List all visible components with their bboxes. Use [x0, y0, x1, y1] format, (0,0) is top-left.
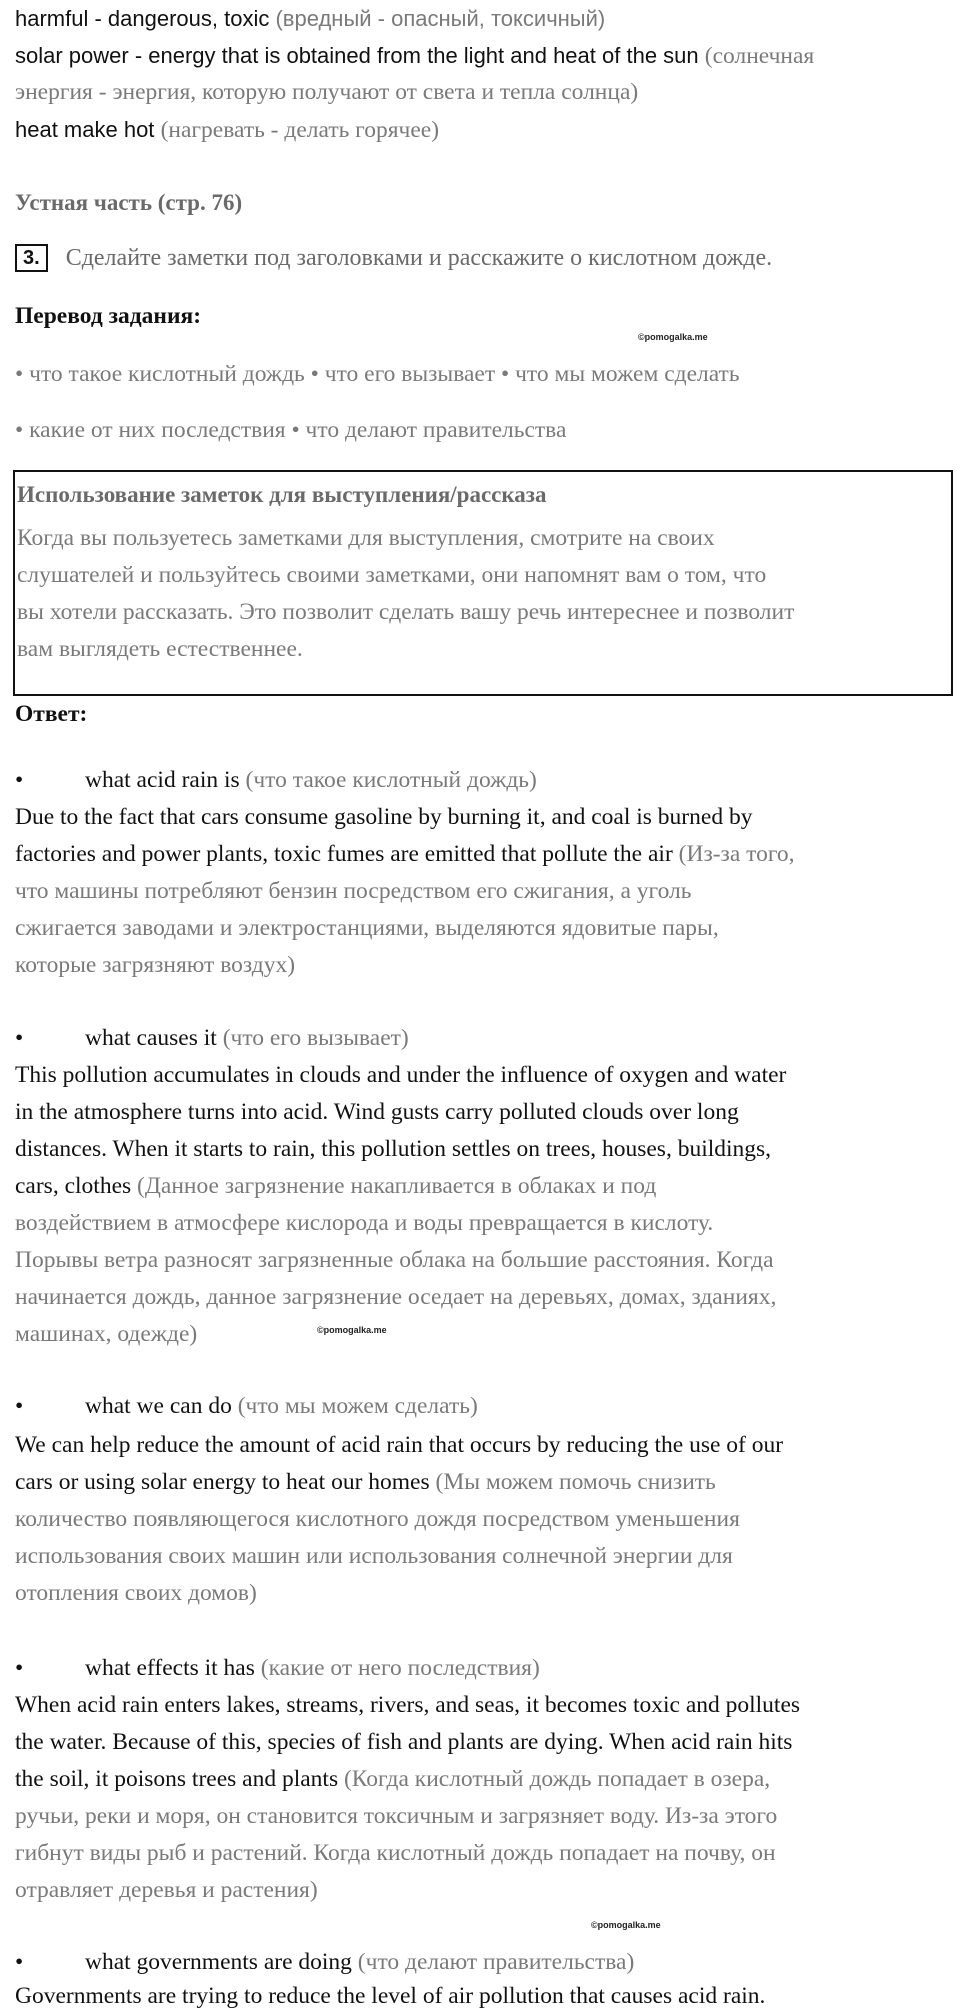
answer-line: Порывы ветра разносят загрязненные облака на большие расстояния. Когда	[15, 1247, 774, 1273]
answer-line: ручьи, реки и моря, он становится токсичным и загрязняет воду. Из-за этого	[15, 1803, 778, 1829]
answer-ru: (Когда кислотный дождь попадает в озера,	[343, 1766, 771, 1792]
answer-line: Due to the fact that cars consume gasoline by burning it, and coal is burned by	[15, 804, 753, 830]
translation-line-1: • что такое кислотный дождь • что его вызывает • что мы можем сделать	[15, 361, 740, 387]
answer-heading-ru: (что делают правительства)	[357, 1949, 635, 1975]
bullet: •	[15, 1949, 24, 1975]
watermark: ©pomogalka.me	[638, 332, 708, 342]
answer-heading-row	[15, 1650, 540, 1687]
answer-heading-en: what we can do	[85, 1393, 232, 1419]
bullet: •	[15, 1025, 24, 1051]
vocab-line-4	[15, 111, 439, 149]
answer-heading-en: what governments are doing	[85, 1949, 352, 1975]
answer-heading-ru: (что его вызывает)	[222, 1025, 409, 1051]
answer-en: the soil, it poisons trees and plants	[15, 1766, 339, 1792]
note-box-line: Когда вы пользуетесь заметками для выступления, смотрите на своих	[17, 525, 715, 551]
task-number: 3.	[15, 244, 48, 272]
answer-line: We can help reduce the amount of acid rain that occurs by reducing the use of our	[15, 1432, 784, 1458]
answer-heading-ru: (какие от него последствия)	[260, 1655, 540, 1681]
vocab-line-1	[15, 0, 605, 37]
answer-line: distances. When it starts to rain, this pollution settles on trees, houses, buildings,	[15, 1136, 772, 1162]
answer-heading: Ответ:	[15, 701, 88, 727]
answer-heading-en: what effects it has	[85, 1655, 255, 1681]
answer-line: This pollution accumulates in clouds and under the influence of oxygen and water	[15, 1062, 787, 1088]
answer-line: воздействием в атмосфере кислорода и воды превращается в кислоту.	[15, 1210, 714, 1236]
answer-line	[15, 1168, 656, 1205]
answer-heading-row	[15, 1020, 409, 1057]
answer-ru: (Данное загрязнение накапливается в облаках и под	[137, 1173, 657, 1199]
translation-heading: Перевод задания:	[15, 303, 202, 329]
answer-en: factories and power plants, toxic fumes are emitted that pollute the air	[15, 841, 673, 867]
answer-heading-en: what acid rain is	[85, 767, 240, 793]
answer-line: in the atmosphere turns into acid. Wind gusts carry polluted clouds over long	[15, 1099, 739, 1125]
answer-line: the water. Because of this, species of fish and plants are dying. When acid rain hits	[15, 1729, 793, 1755]
vocab-en: harmful - dangerous, toxic	[15, 6, 270, 31]
answer-heading-ru: (что мы можем сделать)	[237, 1393, 478, 1419]
watermark: ©pomogalka.me	[317, 1325, 387, 1335]
bullet: •	[15, 1655, 24, 1681]
answer-heading-row	[15, 1944, 634, 1981]
answer-heading-row	[15, 1388, 478, 1425]
task-row	[15, 244, 772, 272]
note-box-line: слушателей и пользуйтесь своими заметками, они напомнят вам о том, что	[17, 562, 767, 588]
answer-line: отравляет деревья и растения)	[15, 1877, 318, 1903]
bullet: •	[15, 767, 24, 793]
answer-line: отопления своих домов)	[15, 1580, 257, 1606]
answer-heading-ru: (что такое кислотный дождь)	[245, 767, 537, 793]
bullet: •	[15, 1393, 24, 1419]
vocab-ru: (нагревать - делать горячее)	[160, 117, 440, 143]
answer-heading-en: what causes it	[85, 1025, 217, 1051]
vocab-ru: (солнечная	[704, 43, 815, 69]
note-box-line: вы хотели рассказать. Это позволит сделать вашу речь интереснее и позволит	[17, 599, 795, 625]
answer-line: машинах, одежде)	[15, 1321, 198, 1347]
answer-ru: (Из-за того,	[678, 841, 795, 867]
note-box-line: вам выглядеть естественнее.	[17, 636, 303, 662]
answer-line: количество появляющегося кислотного дождя посредством уменьшения	[15, 1506, 740, 1532]
section-title: Устная часть (стр. 76)	[15, 190, 243, 215]
answer-ru: (Мы можем помочь снизить	[435, 1469, 716, 1495]
answer-line: When acid rain enters lakes, streams, rivers, and seas, it becomes toxic and pollutes	[15, 1692, 801, 1718]
vocab-line-3: энергия - энергия, которую получают от света и тепла солнца)	[15, 79, 639, 105]
answer-line: использования своих машин или использования солнечной энергии для	[15, 1543, 733, 1569]
note-box-title: Использование заметок для выступления/рассказа	[17, 482, 547, 507]
task-text: Сделайте заметки под заголовками и расскажите о кислотном дожде.	[65, 244, 773, 271]
answer-line	[15, 1761, 770, 1798]
answer-line: Governments are trying to reduce the level of air pollution that causes acid rain.	[15, 1983, 766, 2009]
answer-en: cars or using solar energy to heat our homes	[15, 1469, 430, 1495]
answer-line: что машины потребляют бензин посредством его сжигания, а уголь	[15, 878, 692, 904]
answer-line	[15, 836, 795, 873]
answer-line: гибнут виды рыб и растений. Когда кислотный дождь попадает на почву, он	[15, 1840, 776, 1866]
vocab-line-2	[15, 37, 814, 75]
vocab-ru: (вредный - опасный, токсичный)	[275, 6, 606, 31]
answer-line	[15, 1464, 716, 1501]
answer-line: начинается дождь, данное загрязнение оседает на деревьях, домах, зданиях,	[15, 1284, 777, 1310]
vocab-en: heat make hot	[15, 117, 155, 142]
answer-heading-row	[15, 762, 537, 799]
answer-line: которые загрязняют воздух)	[15, 952, 296, 978]
answer-en: cars, clothes	[15, 1173, 132, 1199]
note-box	[13, 470, 953, 696]
translation-line-2: • какие от них последствия • что делают правительства	[15, 417, 567, 443]
vocab-en: solar power - energy that is obtained from the light and heat of the sun	[15, 43, 699, 68]
watermark: ©pomogalka.me	[591, 1920, 661, 1930]
answer-line: сжигается заводами и электростанциями, выделяются ядовитые пары,	[15, 915, 719, 941]
